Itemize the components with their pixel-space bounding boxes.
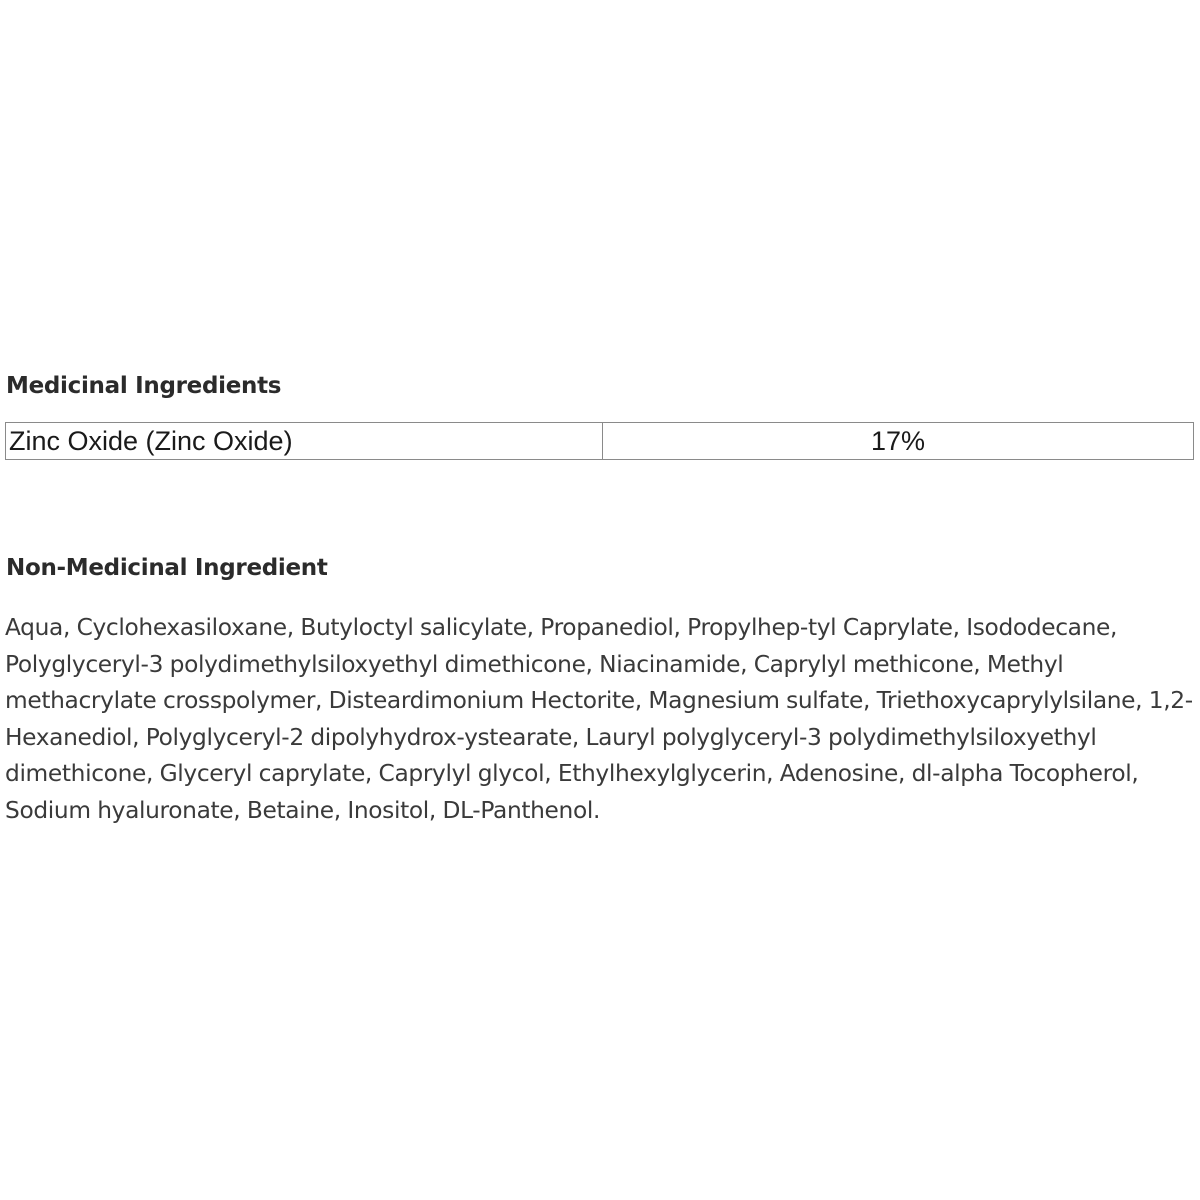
non-medicinal-ingredient-list: Aqua, Cyclohexasiloxane, Butyloctyl salicylate, Propanediol, Propylhep-tyl Caprylate, Isododecane, Polyglyceryl-3 polydimethylsiloxyethyl dimethicone, Niacinamide, Caprylyl methicone, Methyl methacrylate crosspolymer, Disteardimonium Hectorite, Magnesium sulfate, Triethoxycaprylylsilane, 1,2-Hexanediol, Polyglyceryl-2 dipolyhydrox-ystearate, Lauryl polyglyceryl-3 polydimethylsiloxyethyl dimethicone, Glyceryl caprylate, Caprylyl glycol, Ethylhexylglycerin, Adenosine, dl-alpha Tocopherol, Sodium hyaluronate, Betaine, Inositol, DL-Panthenol. (5, 614, 1193, 824)
table-row (6, 423, 1194, 460)
ingredients-panel (6, 368, 1195, 830)
ingredient-name-cell: Zinc Oxide (Zinc Oxide) (6, 423, 603, 460)
medicinal-ingredients-heading: Medicinal Ingredients (6, 373, 282, 399)
non-medicinal-ingredient-heading: Non-Medicinal Ingredient (6, 555, 328, 581)
medicinal-ingredients-table (5, 422, 1194, 460)
ingredient-amount-cell: 17% (603, 423, 1194, 460)
